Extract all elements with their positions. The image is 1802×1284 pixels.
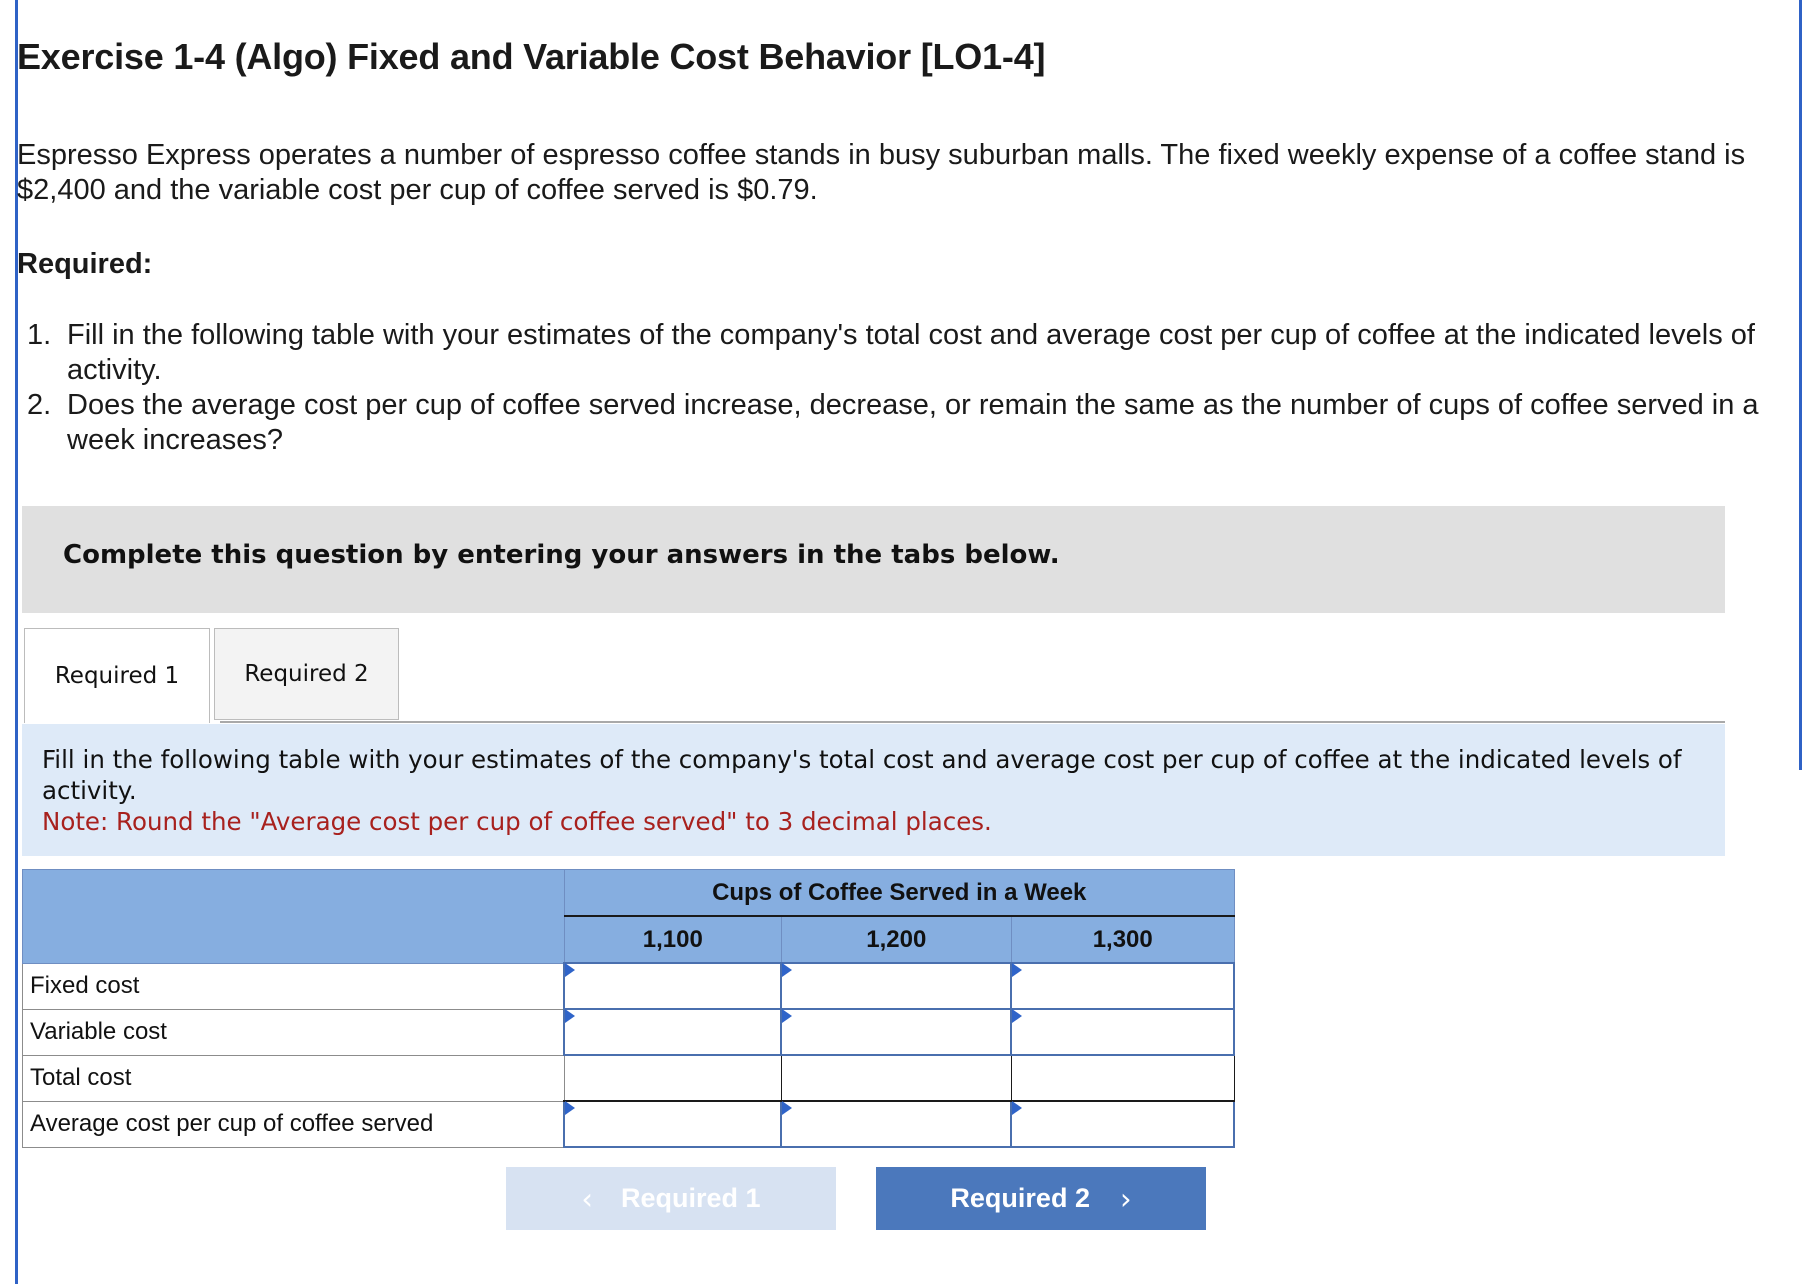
table-row-fixed-cost — [23, 963, 1235, 1009]
input-cell — [781, 1009, 1011, 1055]
table-row-variable-cost — [23, 1009, 1235, 1055]
total-cost-1300-value — [1011, 1055, 1234, 1101]
input-cell — [1011, 1101, 1234, 1147]
input-cell — [1011, 1009, 1234, 1055]
instruction-text: Fill in the following table with your estimates of the company's total cost and average cost per cup of coffee at the indicated levels of activity. — [42, 745, 1682, 805]
requirement-number: 2. — [27, 389, 52, 421]
row-label: Fixed cost — [23, 963, 565, 1009]
row-label: Variable cost — [23, 1009, 565, 1055]
total-cost-1100-value — [564, 1055, 781, 1101]
requirement-text: Does the average cost per cup of coffee served increase, decrease, or remain the same as the number of cups of coffee served in a week increases? — [67, 389, 1759, 456]
fixed-cost-1100-input[interactable] — [565, 966, 780, 1006]
input-cell — [781, 963, 1011, 1009]
fixed-cost-1300-input[interactable] — [1012, 966, 1233, 1006]
average-cost-1100-input[interactable] — [565, 1104, 780, 1144]
variable-cost-1300-input[interactable] — [1012, 1012, 1233, 1052]
tab-required-2[interactable]: Required 2 — [214, 628, 399, 720]
row-label: Average cost per cup of coffee served — [23, 1101, 565, 1147]
input-cell — [564, 963, 781, 1009]
chevron-right-icon: › — [1119, 1181, 1132, 1216]
table-row-average-cost — [23, 1101, 1235, 1147]
tab-required-1[interactable]: Required 1 — [24, 628, 210, 723]
variable-cost-1100-input[interactable] — [565, 1012, 780, 1052]
total-cost-1200-value — [781, 1055, 1011, 1101]
previous-required-button[interactable] — [506, 1167, 836, 1230]
exercise-intro: Espresso Express operates a number of espresso coffee stands in busy suburban malls. The fixed weekly expense of a coffee stand is $2,400 and the variable cost per cup of coffee served is $0.79. — [17, 139, 1746, 206]
table-group-header: Cups of Coffee Served in a Week — [564, 870, 1234, 917]
variable-cost-1200-input[interactable] — [782, 1012, 1010, 1052]
table-row-total-cost — [23, 1055, 1235, 1101]
required-heading: Required: — [17, 248, 153, 280]
tab-divider — [220, 721, 1725, 723]
input-cell — [564, 1101, 781, 1147]
table-corner-header — [23, 870, 565, 964]
column-header: 1,200 — [781, 916, 1011, 963]
row-label: Total cost — [23, 1055, 565, 1101]
requirement-text: Fill in the following table with your estimates of the company's total cost and average cost per cup of coffee at the indicated levels of activity. — [67, 319, 1755, 386]
requirement-item — [27, 388, 1797, 458]
column-header: 1,300 — [1011, 916, 1234, 963]
previous-button-label: Required 1 — [621, 1183, 761, 1213]
column-header: 1,100 — [564, 916, 781, 963]
instruction-panel — [22, 724, 1725, 856]
banner-text: Complete this question by entering your answers in the tabs below. — [63, 540, 1060, 570]
rounding-note: Note: Round the "Average cost per cup of coffee served" to 3 decimal places. — [42, 807, 992, 836]
next-button-label: Required 2 — [950, 1183, 1090, 1213]
requirement-number: 1. — [27, 319, 52, 351]
input-cell — [781, 1101, 1011, 1147]
instructions-banner — [22, 506, 1725, 613]
fixed-cost-1200-input[interactable] — [782, 966, 1010, 1006]
next-required-button[interactable] — [876, 1167, 1206, 1230]
exercise-title: Exercise 1-4 (Algo) Fixed and Variable Cost Behavior [LO1-4] — [17, 36, 1046, 77]
input-cell — [1011, 963, 1234, 1009]
average-cost-1300-input[interactable] — [1012, 1104, 1233, 1144]
requirements-list — [17, 318, 1797, 458]
requirement-item — [27, 318, 1797, 388]
chevron-left-icon: ‹ — [581, 1181, 594, 1216]
average-cost-1200-input[interactable] — [782, 1104, 1010, 1144]
input-cell — [564, 1009, 781, 1055]
cost-table — [22, 869, 1235, 1148]
